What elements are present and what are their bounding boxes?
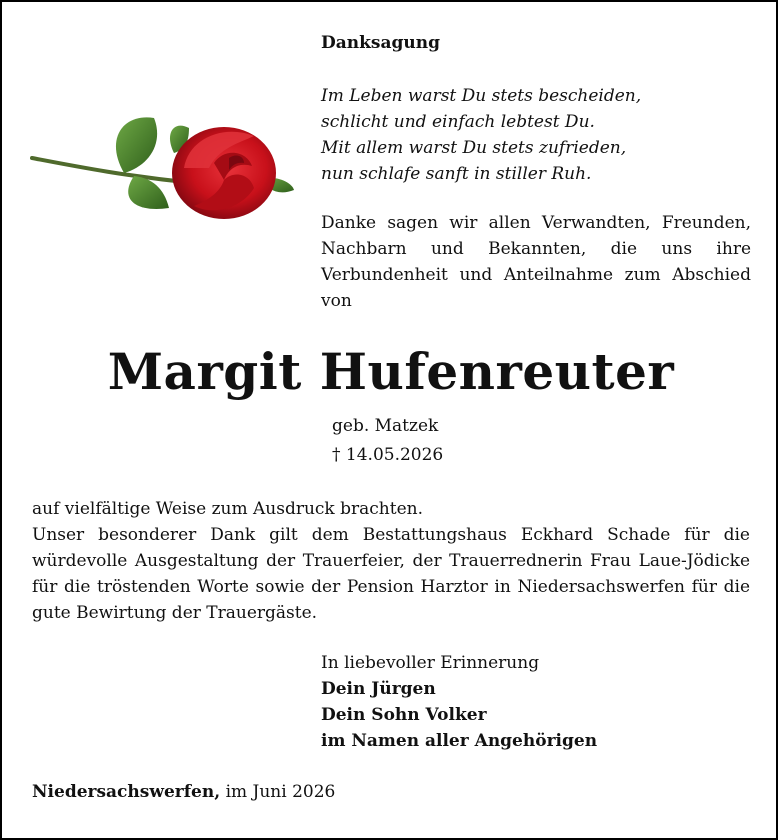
thanks-body-line: auf vielfältige Weise zum Ausdruck brachten.	[32, 499, 423, 519]
red-rose-icon	[24, 58, 314, 258]
place-town: Niedersachswerfen,	[32, 782, 221, 802]
place-month: im Juni 2026	[225, 782, 336, 802]
signoff-name: Dein Sohn Volker	[321, 705, 487, 725]
signoff	[321, 650, 597, 754]
thanks-body	[32, 496, 750, 626]
poem-line: schlicht und einfach lebtest Du.	[321, 112, 595, 132]
death-date: † 14.05.2026	[332, 445, 444, 465]
birth-name: geb. Matzek	[332, 416, 439, 436]
signoff-name: im Namen aller Angehörigen	[321, 731, 598, 751]
notice-heading: Danksagung	[321, 33, 440, 53]
poem-line: Mit allem warst Du stets zufrieden,	[321, 138, 627, 158]
place-date	[32, 782, 335, 802]
thanks-intro: Danke sagen wir allen Verwandten, Freunden, Nachbarn und Bekannten, die uns ihre Verbundenheit und Anteilnahme zum Abschied von	[321, 213, 751, 311]
poem-line: Im Leben warst Du stets bescheiden,	[321, 86, 642, 106]
signoff-intro: In liebevoller Erinnerung	[321, 653, 540, 673]
signoff-name: Dein Jürgen	[321, 679, 436, 699]
thanks-body-paragraph: Unser besonderer Dank gilt dem Bestattungshaus Eckhard Schade für die würdevolle Ausgestaltung der Trauerfeier, der Trauerrednerin Frau Laue-Jödicke für die tröstenden Worte sowie der Pension Harztor in Niedersachswerfen für die gute Bewirtung der Trauergäste.	[32, 525, 750, 623]
poem-line: nun schlafe sanft in stiller Ruh.	[321, 164, 592, 184]
poem	[321, 83, 741, 187]
deceased-name: Margit Hufenreuter	[107, 342, 675, 401]
